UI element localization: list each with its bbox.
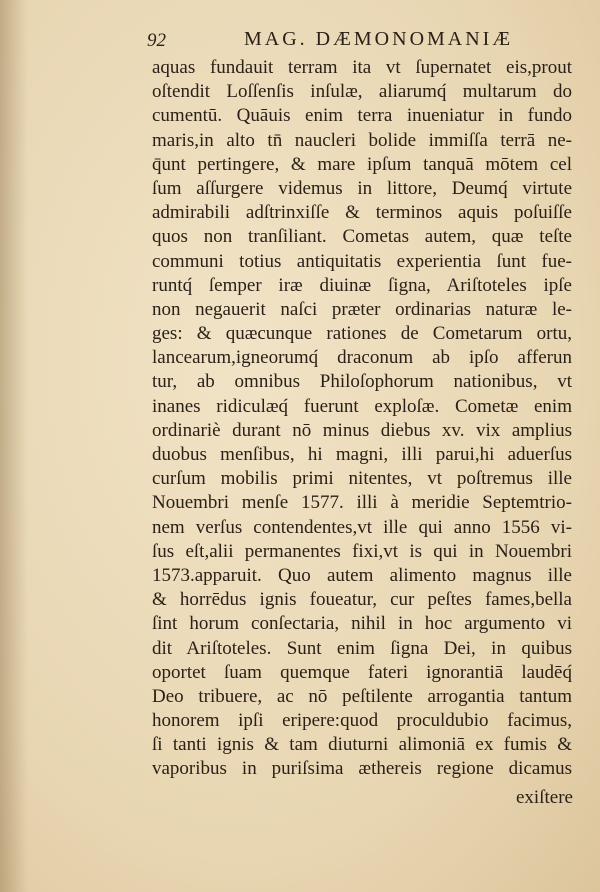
text-line: communi totius antiquitatis experientia ſunt fue- bbox=[152, 250, 572, 272]
text-line: duobus menſibus, hi magni, illi parui,hi aduerſus bbox=[152, 444, 572, 465]
page-gutter-shadow bbox=[0, 0, 28, 892]
text-line: ordinariè durant nō minus diebus xv. vix amplius bbox=[152, 419, 572, 441]
text-line: cumentū. Quāuis enim terra inueniatur in fundo bbox=[152, 105, 572, 127]
text-line: dit Ariſtoteles. Sunt enim ſigna Dei, in quibus bbox=[152, 637, 572, 659]
text-line: & horrēdus ignis foueatur, cur peſtes fames,bella bbox=[152, 589, 572, 611]
text-line: ſum aſſurgere videmus in littore, Deumq́ virtute bbox=[152, 177, 572, 199]
text-line: ſi tanti ignis & tam diuturni alimoniā ex fumis & bbox=[152, 734, 572, 756]
text-line: tur, ab omnibus Philoſophorum nationibus, vt bbox=[152, 371, 572, 393]
text-line: admirabili adſtrinxiſſe & terminos aquis poſuiſſe bbox=[152, 202, 572, 224]
text-line: inanes ridiculæq́ fuerunt exploſæ. Cometæ enim bbox=[152, 395, 572, 417]
catchword: exiſtere bbox=[516, 787, 573, 808]
text-line: 1573.apparuit. Quo autem alimento magnus ille bbox=[152, 564, 572, 586]
body-text bbox=[152, 56, 572, 782]
text-line: quos non tranſiliant. Cometas autem, quæ teſte bbox=[152, 226, 572, 248]
text-line: oſtendit Loſſenſis inſulæ, aliarumq́ multarum do bbox=[152, 81, 572, 103]
text-line: oportet ſuam quemque fateri ignorantiā laudēq́ bbox=[152, 661, 572, 683]
text-line: Nouembri menſe 1577. illi à meridie Septemtrio- bbox=[152, 492, 572, 514]
page-number: 92 bbox=[147, 30, 166, 51]
text-line: ſint horum conſectaria, nihil in hoc argumento vi bbox=[152, 613, 572, 635]
text-line: runtq́ ſemper iræ diuinæ ſigna, Ariſtoteles ipſe bbox=[152, 274, 572, 296]
text-line: curſum mobilis primi nitentes, vt poſtremus ille bbox=[152, 468, 572, 490]
text-line: nem verſus contendentes,vt ille qui anno 1556 vi- bbox=[152, 516, 572, 538]
text-line: non negauerit naſci præter ordinarias naturæ le- bbox=[152, 298, 572, 320]
text-line: maris,in alto tn̄ naucleri bolide immiſſa terrā ne- bbox=[152, 129, 572, 151]
text-line: lancearum,igneorumq́ draconum ab ipſo afferun bbox=[152, 347, 572, 369]
text-line: ſus eſt,alii permanentes fixi,vt is qui in Nouembri bbox=[152, 540, 572, 562]
text-line: honorem ipſi eripere:quod proculdubio facimus, bbox=[152, 710, 572, 732]
text-line: aquas fundauit terram ita vt ſupernatet eis,prout bbox=[152, 57, 572, 78]
running-head: MAG. DÆMONOMANIÆ bbox=[244, 28, 514, 50]
text-line: Deo tribuere, ac nō peſtilente arrogantia tantum bbox=[152, 685, 572, 707]
text-line: vaporibus in puriſsima æthereis regione dicamus bbox=[152, 758, 572, 780]
text-line: q̄unt pertingere, & mare ipſum tanquā mōtem cel bbox=[152, 153, 572, 175]
text-line: ges: & quæcunque rationes de Cometarum ortu, bbox=[152, 323, 572, 345]
